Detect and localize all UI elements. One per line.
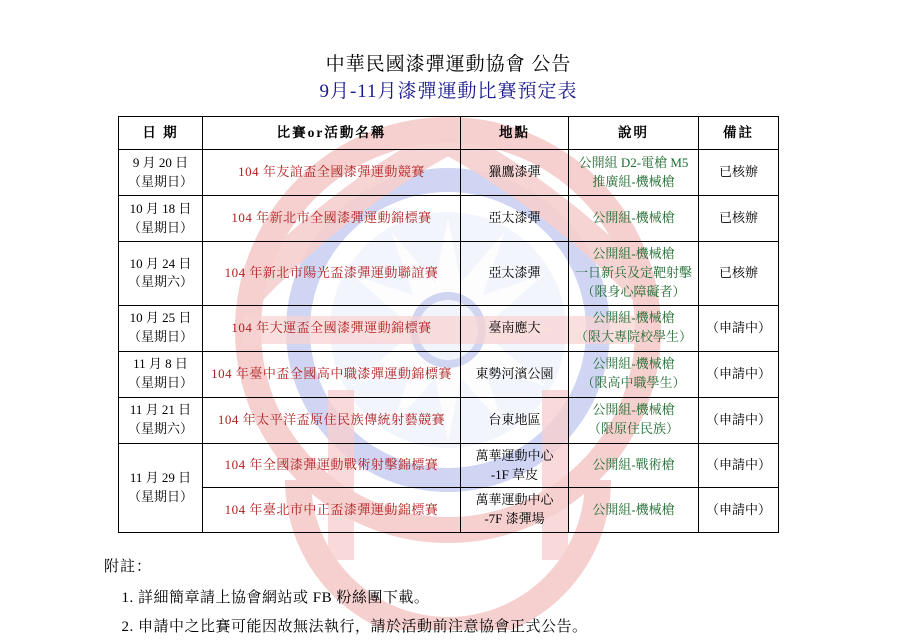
cell-event-name: 104 年新北市全國漆彈運動錦標賽 [203, 196, 461, 242]
cell-place: 臺南應大 [461, 305, 569, 351]
cell-date [119, 242, 203, 306]
cell-description [569, 488, 699, 533]
description-line-1: 公開組-機械槍 [592, 356, 675, 372]
cell-event-name: 104 年全國漆彈運動戰術射擊錦標賽 [203, 443, 461, 488]
cell-place [461, 443, 569, 488]
column-header-place: 地點 [461, 117, 569, 150]
column-header-description: 說明 [569, 117, 699, 150]
cell-date [119, 150, 203, 196]
column-header-note: 備註 [699, 117, 779, 150]
place-line-2: -7F 漆彈場 [484, 511, 545, 527]
description-line-2: （限原住民族） [587, 421, 679, 437]
cell-date [119, 196, 203, 242]
schedule-table [118, 116, 779, 533]
cell-date [119, 305, 203, 351]
description-line-3: （限身心障礙者） [581, 283, 686, 299]
table-row [119, 196, 779, 242]
cell-note: 已核辦 [699, 242, 779, 306]
table-row [119, 488, 779, 533]
cell-note: 已核辦 [699, 150, 779, 196]
cell-event-name: 104 年臺北市中正盃漆彈運動錦標賽 [203, 488, 461, 533]
table-row [119, 443, 779, 488]
description-line-1: 公開組-機械槍 [592, 310, 675, 326]
description-line-2: （限高中職學生） [581, 375, 686, 391]
cell-note: （申請中） [699, 397, 779, 443]
cell-date [119, 443, 203, 532]
cell-event-name: 104 年新北市陽光盃漆彈運動聯誼賽 [203, 242, 461, 306]
description-line-1: 公開組-機械槍 [592, 402, 675, 418]
footnotes [0, 555, 897, 641]
cell-description [569, 242, 699, 306]
table-header-row [119, 117, 779, 150]
description-line-2: 一日新兵及定靶射擊 [574, 264, 692, 280]
date-main: 10 月 25 日 [129, 310, 192, 326]
place-line-1: 萬華運動中心 [475, 447, 554, 463]
table-row [119, 305, 779, 351]
description-line-1: 公開組 D2-電槍 M5 [578, 154, 689, 170]
document-title-block [0, 0, 897, 106]
column-header-date: 日 期 [119, 117, 203, 150]
list-item: 1. 詳細簡章請上協會網站或 FB 粉絲團下載。 [138, 584, 897, 613]
list-item: 2. 申請中之比賽可能因故無法執行，請於活動前注意協會正式公告。 [138, 613, 897, 641]
cell-date [119, 397, 203, 443]
table-row [119, 150, 779, 196]
page-title: 中華民國漆彈運動協會 公告 [325, 54, 572, 75]
cell-place: 亞太漆彈 [461, 242, 569, 306]
date-main: 10 月 18 日 [129, 200, 192, 216]
date-main: 11 月 21 日 [129, 402, 192, 418]
cell-description [569, 397, 699, 443]
cell-description [569, 150, 699, 196]
date-weekday: （星期日） [127, 329, 193, 345]
footnotes-list [104, 584, 897, 641]
date-main: 11 月 29 日 [129, 470, 192, 486]
cell-place: 獵鷹漆彈 [461, 150, 569, 196]
page-subtitle: 9月-11月漆彈運動比賽預定表 [319, 80, 578, 102]
cell-place [461, 488, 569, 533]
date-weekday: （星期日） [127, 488, 193, 504]
description-line-2: （限大專院校學生） [574, 329, 692, 345]
cell-event-name: 104 年臺中盃全國高中職漆彈運動錦標賽 [203, 351, 461, 397]
cell-event-name: 104 年太平洋盃原住民族傳統射藝競賽 [203, 397, 461, 443]
description-line-2: 推廣組-機械槍 [592, 173, 675, 189]
cell-event-name: 104 年大運盃全國漆彈運動錦標賽 [203, 305, 461, 351]
cell-note: （申請中） [699, 305, 779, 351]
cell-note: （申請中） [699, 443, 779, 488]
column-header-event-name: 比賽or活動名稱 [203, 117, 461, 150]
place-line-1: 萬華運動中心 [475, 492, 554, 508]
table-row [119, 351, 779, 397]
date-weekday: （星期六） [127, 274, 193, 290]
date-weekday: （星期日） [127, 219, 193, 235]
date-main: 10 月 24 日 [129, 255, 192, 271]
place-line-2: -1F 草皮 [490, 466, 539, 482]
date-weekday: （星期六） [127, 421, 193, 437]
cell-place: 台東地區 [461, 397, 569, 443]
cell-place: 東勢河濱公園 [461, 351, 569, 397]
description-line-1: 公開組-機械槍 [592, 246, 675, 262]
footnotes-label: 附註： [104, 559, 153, 576]
description-line-1: 公開組-戰術槍 [592, 457, 675, 473]
cell-note: （申請中） [699, 488, 779, 533]
cell-event-name: 104 年友誼盃全國漆彈運動競賽 [203, 150, 461, 196]
cell-note: （申請中） [699, 351, 779, 397]
cell-note: 已核辦 [699, 196, 779, 242]
description-line-1: 公開組-機械槍 [592, 210, 675, 226]
date-main: 11 月 8 日 [133, 356, 188, 372]
cell-description [569, 196, 699, 242]
table-row [119, 242, 779, 306]
cell-place: 亞太漆彈 [461, 196, 569, 242]
date-weekday: （星期日） [127, 173, 193, 189]
cell-date [119, 351, 203, 397]
date-main: 9 月 20 日 [132, 154, 189, 170]
cell-description [569, 305, 699, 351]
table-row [119, 397, 779, 443]
cell-description [569, 351, 699, 397]
date-weekday: （星期日） [127, 375, 193, 391]
description-line-1: 公開組-機械槍 [592, 501, 675, 517]
cell-description [569, 443, 699, 488]
